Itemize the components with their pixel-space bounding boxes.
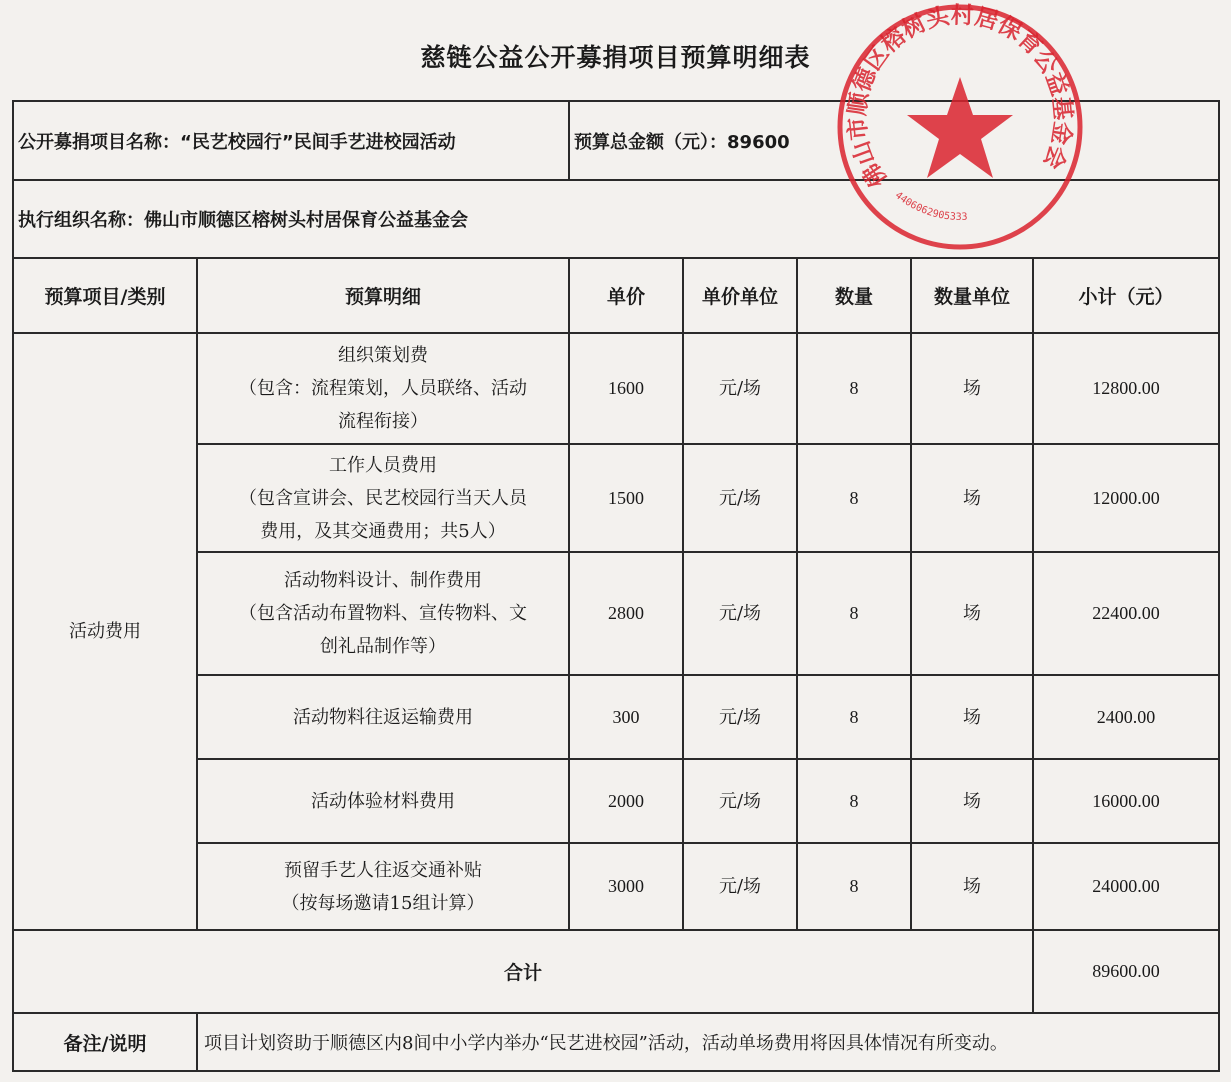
subtotal-cell: 16000.00 bbox=[1033, 759, 1219, 843]
price-cell: 3000 bbox=[569, 843, 683, 930]
detail-line: 流程衔接） bbox=[338, 411, 428, 432]
qty-cell: 8 bbox=[797, 333, 911, 444]
project-name-cell: 公开募捐项目名称：“民艺校园行”民间手艺进校园活动 bbox=[13, 101, 569, 180]
detail-line: 预留手艺人往返交通补贴 bbox=[284, 859, 482, 881]
total-label: 合计 bbox=[13, 930, 1033, 1013]
svg-text:佛山市顺德区榕树头村居保育公益基金会: 佛山市顺德区榕树头村居保育公益基金会 bbox=[844, 2, 1076, 192]
org-info-row bbox=[13, 180, 1219, 258]
col-header-qty-unit: 数量单位 bbox=[911, 258, 1033, 333]
qty-cell: 8 bbox=[797, 444, 911, 552]
col-header-subtotal: 小计（元） bbox=[1033, 258, 1219, 333]
qty-unit-cell: 场 bbox=[911, 552, 1033, 675]
subtotal-cell: 24000.00 bbox=[1033, 843, 1219, 930]
total-value: 89600.00 bbox=[1033, 930, 1219, 1013]
subtotal-cell: 12800.00 bbox=[1033, 333, 1219, 444]
budget-table bbox=[12, 100, 1220, 1072]
qty-cell: 8 bbox=[797, 675, 911, 759]
detail-cell bbox=[197, 759, 569, 843]
detail-cell bbox=[197, 843, 569, 930]
subtotal-cell: 2400.00 bbox=[1033, 675, 1219, 759]
col-header-detail: 预算明细 bbox=[197, 258, 569, 333]
price-cell: 300 bbox=[569, 675, 683, 759]
category-cell: 活动费用 bbox=[13, 333, 197, 930]
subtotal-cell: 12000.00 bbox=[1033, 444, 1219, 552]
subtotal-cell: 22400.00 bbox=[1033, 552, 1219, 675]
detail-line: 活动物料设计、制作费用 bbox=[284, 570, 482, 591]
col-header-price: 单价 bbox=[569, 258, 683, 333]
project-info-row bbox=[13, 101, 1219, 180]
detail-line: 活动物料往返运输费用 bbox=[293, 706, 473, 728]
qty-unit-cell: 场 bbox=[911, 675, 1033, 759]
qty-cell: 8 bbox=[797, 759, 911, 843]
col-header-price-unit: 单价单位 bbox=[683, 258, 797, 333]
detail-cell bbox=[197, 552, 569, 675]
qty-unit-cell: 场 bbox=[911, 333, 1033, 444]
detail-line: （按每场邀请15组计算） bbox=[281, 892, 485, 914]
table-row bbox=[13, 333, 1219, 444]
price-unit-cell: 元/场 bbox=[683, 843, 797, 930]
remark-row bbox=[13, 1013, 1219, 1071]
price-cell: 1500 bbox=[569, 444, 683, 552]
qty-unit-cell: 场 bbox=[911, 843, 1033, 930]
detail-line: （包含：流程策划，人员联络、活动 bbox=[239, 378, 527, 399]
detail-cell bbox=[197, 444, 569, 552]
detail-line: （包含活动布置物料、宣传物料、文 bbox=[239, 603, 527, 624]
qty-unit-cell: 场 bbox=[911, 444, 1033, 552]
qty-cell: 8 bbox=[797, 552, 911, 675]
detail-line: 工作人员费用 bbox=[329, 454, 437, 476]
org-name-cell: 执行组织名称：佛山市顺德区榕树头村居保育公益基金会 bbox=[13, 180, 1219, 258]
detail-cell bbox=[197, 675, 569, 759]
column-header-row bbox=[13, 258, 1219, 333]
price-cell: 2000 bbox=[569, 759, 683, 843]
detail-line: 费用，及其交通费用；共5人） bbox=[260, 520, 506, 542]
price-unit-cell: 元/场 bbox=[683, 675, 797, 759]
detail-line: 组织策划费 bbox=[338, 345, 428, 366]
page-title: 慈链公益公开募捐项目预算明细表 bbox=[420, 43, 811, 72]
total-row bbox=[13, 930, 1219, 1013]
total-budget-cell: 预算总金额（元）：89600 bbox=[569, 101, 1219, 180]
detail-line: （包含宣讲会、民艺校园行当天人员 bbox=[239, 487, 527, 509]
detail-line: 创礼品制作等） bbox=[320, 636, 446, 657]
qty-unit-cell: 场 bbox=[911, 759, 1033, 843]
price-unit-cell: 元/场 bbox=[683, 552, 797, 675]
detail-cell bbox=[197, 333, 569, 444]
detail-line: 活动体验材料费用 bbox=[311, 790, 455, 812]
qty-cell: 8 bbox=[797, 843, 911, 930]
price-unit-cell: 元/场 bbox=[683, 759, 797, 843]
price-unit-cell: 元/场 bbox=[683, 333, 797, 444]
remark-text: 项目计划资助于顺德区内8间中小学内举办“民艺进校园”活动，活动单场费用将因具体情况有所变动。 bbox=[197, 1013, 1219, 1071]
price-cell: 2800 bbox=[569, 552, 683, 675]
remark-label: 备注/说明 bbox=[13, 1013, 197, 1071]
svg-text:4406062905333: 4406062905333 bbox=[892, 189, 968, 223]
col-header-qty: 数量 bbox=[797, 258, 911, 333]
price-unit-cell: 元/场 bbox=[683, 444, 797, 552]
col-header-category: 预算项目/类别 bbox=[13, 258, 197, 333]
price-cell: 1600 bbox=[569, 333, 683, 444]
